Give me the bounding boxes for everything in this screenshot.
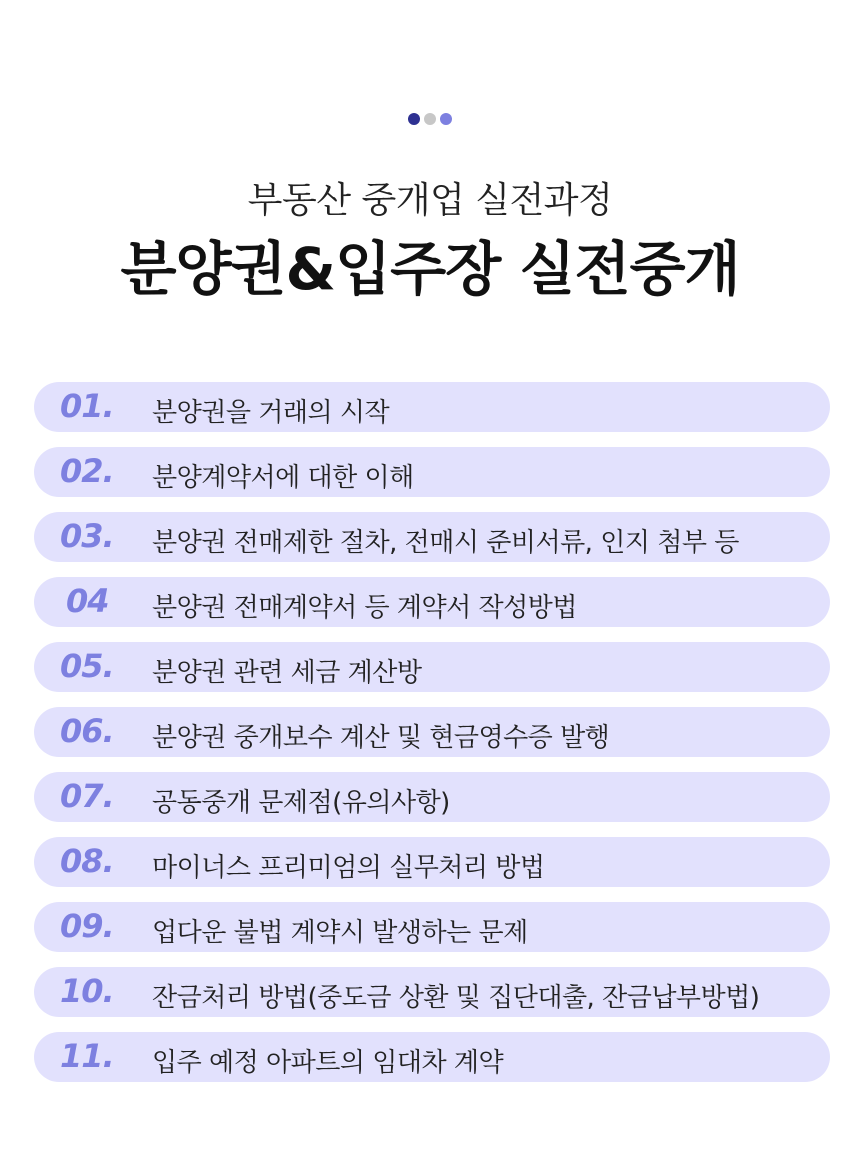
item-number: 06. [60,712,114,750]
item-number: 08. [60,842,114,880]
item-text: 분양계약서에 대한 이해 [152,463,414,493]
item-text: 업다운 불법 계약시 발생하는 문제 [152,918,528,948]
item-text: 입주 예정 아파트의 임대차 계약 [152,1048,504,1078]
item-text: 분양권 관련 세금 계산방 [152,658,422,688]
item-number: 07. [60,777,114,815]
curriculum-list [34,382,830,1097]
list-item [34,902,830,952]
item-number: 03. [60,517,114,555]
dot-1 [408,113,420,125]
list-item [34,772,830,822]
course-subtitle: 부동산 중개업 실전과정 [247,180,613,221]
dot-3 [440,113,452,125]
item-text: 분양권 중개보수 계산 및 현금영수증 발행 [152,723,610,753]
course-title: 분양권&입주장 실전중개 [120,235,740,303]
list-item [34,1032,830,1082]
list-item [34,967,830,1017]
item-number: 05. [60,647,114,685]
list-item [34,382,830,432]
list-item [34,707,830,757]
item-number: 10. [60,972,114,1010]
item-text: 잔금처리 방법(중도금 상환 및 집단대출, 잔금납부방법) [152,983,760,1013]
list-item [34,577,830,627]
item-text: 분양권을 거래의 시작 [152,398,390,428]
dot-2 [424,113,436,125]
list-item [34,447,830,497]
pagination-dots [0,113,860,125]
list-item [34,512,830,562]
item-number: 09. [60,907,114,945]
item-text: 분양권 전매계약서 등 계약서 작성방법 [152,593,577,623]
item-text: 공동중개 문제점(유의사항) [152,788,450,818]
list-item [34,642,830,692]
item-number: 01. [60,387,114,425]
item-number: 11. [60,1037,114,1075]
list-item [34,837,830,887]
item-text: 분양권 전매제한 절차, 전매시 준비서류, 인지 첨부 등 [152,528,739,558]
item-number: 04 [66,582,109,620]
item-number: 02. [60,452,114,490]
item-text: 마이너스 프리미엄의 실무처리 방법 [152,853,545,883]
